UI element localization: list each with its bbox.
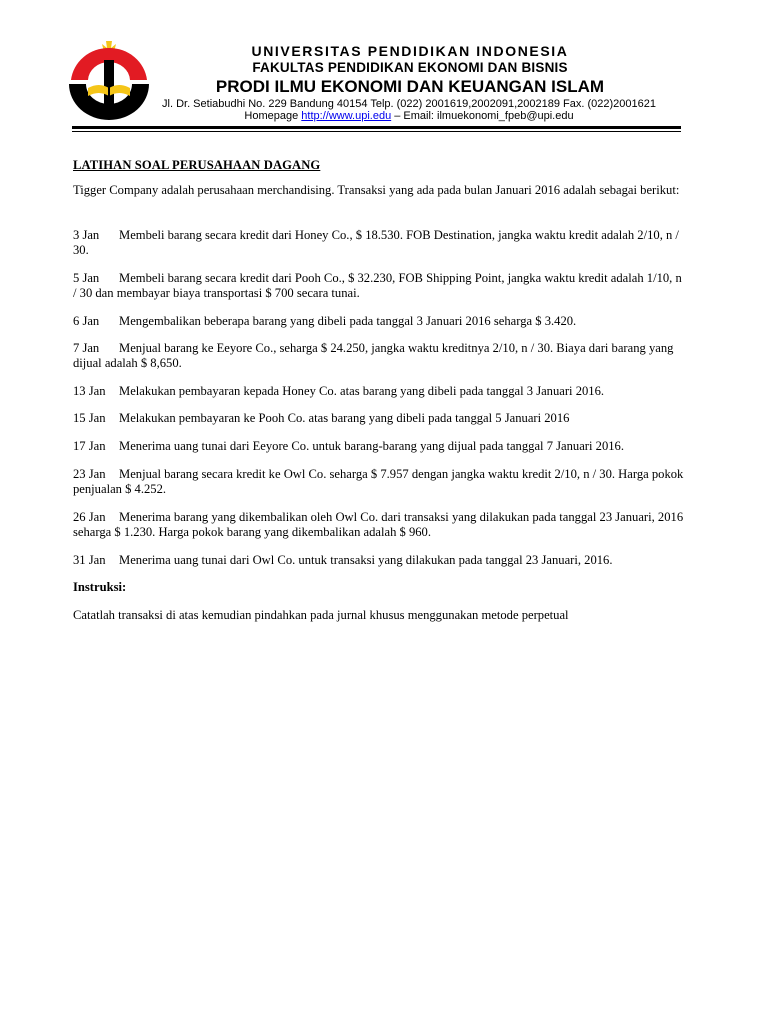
transaction-date: 17 Jan xyxy=(73,439,106,453)
transaction-item xyxy=(73,510,685,540)
intro-paragraph: Tigger Company adalah perusahaan merchandising. Transaksi yang ada pada bulan Januari 2016 adalah sebagai berikut: xyxy=(73,183,680,197)
transaction-text: Menjual barang ke Eeyore Co., seharga $ 24.250, jangka waktu kreditnya 2/10, n / 30. Biaya dari barang yang dijual adalah $ 8,650. xyxy=(73,341,674,370)
document-title: LATIHAN SOAL PERUSAHAAN DAGANG xyxy=(73,158,321,172)
transaction-date: 7 Jan xyxy=(73,341,100,355)
transaction-text: Menerima barang yang dikembalikan oleh Owl Co. dari transaksi yang dilakukan pada tanggal 23 Januari, 2016 seharga $ 1.230. Harga pokok barang yang dikembalikan adalah $ 960. xyxy=(73,510,684,539)
transaction-text: Menerima uang tunai dari Owl Co. untuk transaksi yang dilakukan pada tanggal 23 Januari, 2016. xyxy=(119,553,613,567)
transaction-item xyxy=(73,341,685,371)
address-line: Jl. Dr. Setiabudhi No. 229 Bandung 40154 Telp. (022) 2001619,2002091,2002189 Fax. (022)2001621 xyxy=(162,98,656,110)
homepage-link[interactable]: http://www.upi.edu xyxy=(301,110,392,122)
transaction-date: 13 Jan xyxy=(73,384,106,398)
transaction-item xyxy=(73,384,685,399)
instruction-text: Catatlah transaksi di atas kemudian pindahkan pada jurnal khusus menggunakan metode perpetual xyxy=(73,608,569,622)
transaction-item xyxy=(73,467,685,497)
transaction-text: Menerima uang tunai dari Eeyore Co. untuk barang-barang yang dijual pada tanggal 7 Januari 2016. xyxy=(119,439,624,453)
faculty-name: FAKULTAS PENDIDIKAN EKONOMI DAN BISNIS xyxy=(252,60,568,75)
transaction-text: Membeli barang secara kredit dari Honey Co., $ 18.530. FOB Destination, jangka waktu kredit adalah 2/10, n / 30. xyxy=(73,228,679,257)
transaction-text: Melakukan pembayaran kepada Honey Co. atas barang yang dibeli pada tanggal 3 Januari 2016. xyxy=(119,384,605,398)
email-text: – Email: ilmuekonomi_fpeb@upi.edu xyxy=(394,110,574,122)
instruction-heading: Instruksi: xyxy=(73,580,127,594)
homepage-line xyxy=(146,110,672,122)
homepage-label: Homepage xyxy=(244,110,299,122)
program-name: PRODI ILMU EKONOMI DAN KEUANGAN ISLAM xyxy=(215,77,605,96)
transaction-item xyxy=(73,411,685,426)
transaction-text: Mengembalikan beberapa barang yang dibeli pada tanggal 3 Januari 2016 seharga $ 3.420. xyxy=(119,314,577,328)
transaction-text: Melakukan pembayaran ke Pooh Co. atas barang yang dibeli pada tanggal 5 Januari 2016 xyxy=(119,411,570,425)
header-divider-thick xyxy=(72,126,681,129)
transaction-text: Menjual barang secara kredit ke Owl Co. seharga $ 7.957 dengan jangka waktu kredit 2/10, n / 30. Harga pokok penjualan $ 4.252. xyxy=(73,467,684,496)
header-divider-thin xyxy=(72,131,681,132)
transaction-text: Membeli barang secara kredit dari Pooh Co., $ 32.230, FOB Shipping Point, jangka waktu kredit adalah 1/10, n / 30 dan membayar biaya transportasi $ 700 secara tunai. xyxy=(73,271,682,300)
transaction-item xyxy=(73,314,685,329)
transaction-date: 6 Jan xyxy=(73,314,100,328)
transaction-item xyxy=(73,271,685,301)
transaction-date: 15 Jan xyxy=(73,411,106,425)
transaction-date: 23 Jan xyxy=(73,467,106,481)
transaction-item xyxy=(73,553,685,568)
transaction-date: 5 Jan xyxy=(73,271,100,285)
university-name: UNIVERSITAS PENDIDIKAN INDONESIA xyxy=(251,43,569,59)
transaction-date: 26 Jan xyxy=(73,510,106,524)
transaction-date: 3 Jan xyxy=(73,228,100,242)
transaction-item xyxy=(73,228,685,258)
transaction-date: 31 Jan xyxy=(73,553,106,567)
transaction-item xyxy=(73,439,685,454)
